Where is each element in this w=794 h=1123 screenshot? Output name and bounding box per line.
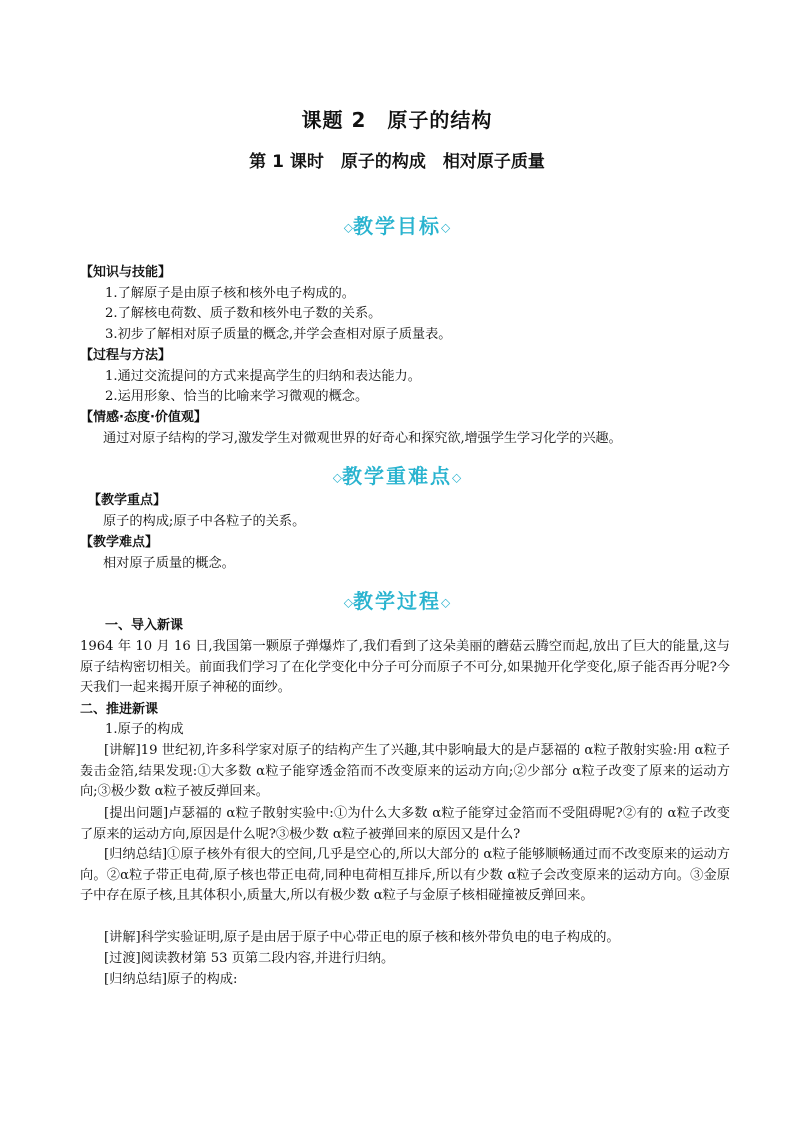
paragraph-lecture: [讲解]19 世纪初,许多科学家对原子的结构产生了兴趣,其中影响最大的是卢瑟福的 α粒子散射实验:用 α粒子轰击金箔,结果发现:①大多数 α粒子能穿透金箔而不改变原来的运动方向;②少部分 α粒子改变了原来的运动方向;③极少数 α粒子被反弹回来。 <box>80 743 730 800</box>
difficulty-text: 相对原子质量的概念。 <box>103 556 235 571</box>
emotion-text: 通过对原子结构的学习,激发学生对微观世界的好奇心和探究欲,增强学生学习化学的兴趣。 <box>103 431 622 446</box>
diamond-icon: ◇ <box>332 470 342 485</box>
diamond-icon: ◇ <box>343 220 353 235</box>
lesson-title: 课题 2 原子的结构 <box>301 108 493 132</box>
knowledge-item: 2.了解核电荷数、质子数和核外电子数的关系。 <box>105 306 382 321</box>
difficulty-heading: 【教学难点】 <box>80 535 159 550</box>
intro-paragraph: 1964 年 10 月 16 日,我国第一颗原子弹爆炸了,我们看到了这朵美丽的蘑菇云腾空而起,放出了巨大的能量,这与原子结构密切相关。前面我们学习了在化学变化中分子可分而原子不可分,如果抛开化学变化,原子能否再分呢?今天我们一起来揭开原子神秘的面纱。 <box>80 639 730 696</box>
method-item: 1.通过交流提问的方式来提高学生的归纳和表达能力。 <box>105 369 421 384</box>
knowledge-item: 1.了解原子是由原子核和核外电子构成的。 <box>105 286 355 301</box>
diamond-icon: ◇ <box>441 220 451 235</box>
section-heading-key-points: ◇教学重难点◇ <box>332 464 462 488</box>
method-heading: 【过程与方法】 <box>80 348 172 363</box>
diamond-icon: ◇ <box>441 595 451 610</box>
paragraph-question: [提出问题]卢瑟福的 α粒子散射实验中:①为什么大多数 α粒子能穿过金箔而不受阻碍呢?②有的 α粒子改变了原来的运动方向,原因是什么呢?③极少数 α粒子被弹回来的原因又是什么? <box>80 806 730 842</box>
knowledge-heading: 【知识与技能】 <box>80 265 172 280</box>
paragraph-lecture-2: [讲解]科学实验证明,原子是由居于原子中心带正电的原子核和核外带负电的电子构成的。 <box>104 930 620 945</box>
paragraph-transition: [过渡]阅读教材第 53 页第二段内容,并进行归纳。 <box>104 951 395 966</box>
knowledge-item: 3.初步了解相对原子质量的概念,并学会查相对原子质量表。 <box>105 327 452 342</box>
lesson-subtitle: 第 1 课时 原子的构成 相对原子质量 <box>249 152 545 172</box>
intro-heading: 一、导入新课 <box>105 618 184 633</box>
focus-text: 原子的构成;原子中各粒子的关系。 <box>103 514 306 529</box>
section-heading-process: ◇教学过程◇ <box>343 589 451 613</box>
paragraph-summary: [归纳总结]①原子核外有很大的空间,几乎是空心的,所以大部分的 α粒子能够顺畅通过而不改变原来的运动方向。②α粒子带正电荷,原子核也带正电荷,同种电荷相互排斥,所以有少数 α粒子会改变原来的运动方向。③金原子中存在原子核,且其体积小,质量大,所以有极少数 α粒子与金原子核相碰撞被反弹回来。 <box>80 847 730 904</box>
advance-heading: 二、推进新课 <box>80 702 159 717</box>
section-heading-objectives: ◇教学目标◇ <box>343 214 451 238</box>
paragraph-summary-2: [归纳总结]原子的构成: <box>104 972 238 987</box>
method-item: 2.运用形象、恰当的比喻来学习微观的概念。 <box>105 389 369 404</box>
diamond-icon: ◇ <box>343 595 353 610</box>
diamond-icon: ◇ <box>452 470 462 485</box>
subsection-title: 1.原子的构成 <box>105 722 184 737</box>
emotion-heading: 【情感·态度·价值观】 <box>80 410 207 425</box>
focus-heading: 【教学重点】 <box>88 493 167 508</box>
